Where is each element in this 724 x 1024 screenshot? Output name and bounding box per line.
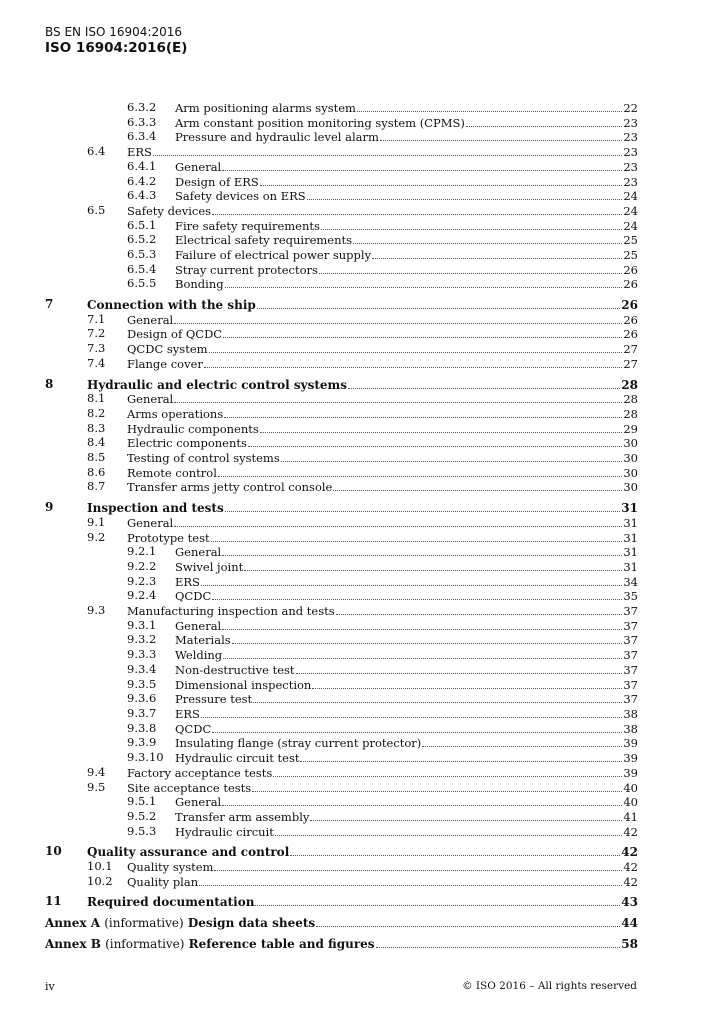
toc-entry-number: 8.3 — [87, 421, 106, 435]
toc-leader-dots — [225, 500, 621, 512]
toc-entry-number: 9.3.10 — [127, 750, 164, 764]
toc-entry-title: Electrical safety requirements — [175, 233, 353, 247]
toc-entry[interactable] — [0, 450, 724, 465]
toc-leader-dots — [422, 735, 622, 747]
toc-entry[interactable] — [0, 232, 724, 247]
toc-entry-number: 9.3.3 — [127, 647, 157, 661]
toc-leader-dots — [174, 391, 622, 403]
toc-entry-title: Factory acceptance tests — [127, 766, 273, 780]
toc-leader-dots — [212, 588, 622, 600]
toc-entry[interactable] — [0, 406, 724, 421]
toc-entry[interactable] — [0, 515, 724, 530]
toc-leader-dots — [300, 750, 622, 762]
toc-leader-dots — [174, 312, 622, 324]
toc-entry-page: 28 — [621, 378, 638, 392]
toc-entry-page: 38 — [623, 707, 638, 721]
toc-entry[interactable] — [0, 530, 724, 545]
annex-heading — [45, 916, 315, 931]
toc-entry[interactable] — [0, 603, 724, 618]
toc-entry-title: Flange cover — [127, 357, 203, 371]
toc-entry[interactable] — [0, 377, 724, 392]
toc-entry[interactable] — [0, 341, 724, 356]
toc-entry[interactable] — [0, 544, 724, 559]
toc-entry[interactable] — [0, 574, 724, 589]
toc-entry[interactable] — [0, 435, 724, 450]
toc-entry-page: 23 — [623, 145, 638, 159]
toc-entry[interactable] — [0, 159, 724, 174]
toc-entry-title: Dimensional inspection — [175, 678, 312, 692]
toc-leader-dots — [222, 544, 622, 556]
toc-entry[interactable] — [0, 691, 724, 706]
toc-entry-title: Pressure and hydraulic level alarm — [175, 130, 379, 144]
toc-entry-title: ERS — [175, 575, 200, 589]
toc-leader-dots — [290, 844, 620, 856]
toc-entry-number: 11 — [45, 894, 62, 908]
toc-entry-number: 6.4 — [87, 144, 106, 158]
annex-label: Annex A — [45, 916, 101, 930]
toc-leader-dots — [199, 874, 622, 886]
toc-entry[interactable] — [0, 391, 724, 406]
toc-entry[interactable] — [0, 706, 724, 721]
toc-entry-page: 28 — [623, 407, 638, 421]
toc-entry-page: 39 — [623, 766, 638, 780]
toc-entry-number: 9.3.7 — [127, 706, 157, 720]
toc-entry-page: 24 — [623, 204, 638, 218]
toc-entry-number: 9.2.3 — [127, 574, 157, 588]
toc-entry-page: 22 — [623, 101, 638, 115]
toc-entry-number: 8.7 — [87, 479, 106, 493]
annex-heading — [45, 937, 375, 952]
toc-entry[interactable] — [0, 326, 724, 341]
toc-entry-page: 31 — [623, 560, 638, 574]
toc-entry-title: Safety devices — [127, 204, 212, 218]
toc-entry-title: QCDC — [175, 589, 212, 603]
toc-leader-dots — [211, 530, 623, 542]
toc-entry[interactable] — [0, 915, 724, 930]
toc-leader-dots — [319, 262, 622, 274]
toc-entry[interactable] — [0, 859, 724, 874]
toc-entry-title: Welding — [175, 648, 223, 662]
toc-entry[interactable] — [0, 662, 724, 677]
toc-entry-title: Failure of electrical power supply — [175, 248, 372, 262]
toc-entry-number: 8.5 — [87, 450, 106, 464]
toc-leader-dots — [253, 691, 622, 703]
annex-label: Annex B — [45, 937, 101, 951]
toc-leader-dots — [372, 247, 622, 259]
toc-leader-dots — [336, 603, 623, 615]
toc-entry[interactable] — [0, 677, 724, 692]
toc-entry-page: 28 — [623, 392, 638, 406]
toc-entry-page: 23 — [623, 160, 638, 174]
toc-entry-number: 9.3.4 — [127, 662, 157, 676]
toc-entry-page: 39 — [623, 751, 638, 765]
toc-entry-title: General — [127, 392, 174, 406]
toc-entry-page: 26 — [623, 263, 638, 277]
toc-entry-title: Fire safety requirements — [175, 219, 320, 233]
toc-entry-page: 41 — [623, 810, 638, 824]
toc-entry[interactable] — [0, 894, 724, 909]
toc-entry-title: Design of QCDC — [127, 327, 223, 341]
toc-entry-title: Electric components — [127, 436, 247, 450]
toc-entry-page: 30 — [623, 436, 638, 450]
toc-leader-dots — [212, 721, 622, 733]
toc-entry-title: General — [127, 516, 174, 530]
toc-entry[interactable] — [0, 421, 724, 436]
toc-entry-title: Pressure test — [175, 692, 253, 706]
footer-page-number: iv — [45, 980, 55, 993]
toc-entry-page: 26 — [623, 327, 638, 341]
toc-entry-number: 9.2 — [87, 530, 106, 544]
toc-entry-number: 9.2.2 — [127, 559, 157, 573]
toc-leader-dots — [204, 356, 622, 368]
toc-entry[interactable] — [0, 824, 724, 839]
toc-entry-page: 34 — [623, 575, 638, 589]
toc-entry[interactable] — [0, 500, 724, 515]
toc-entry[interactable] — [0, 465, 724, 480]
toc-entry-title: Manufacturing inspection and tests — [127, 604, 335, 618]
toc-entry-number: 6.4.2 — [127, 174, 157, 188]
toc-entry-number: 9.4 — [87, 765, 106, 779]
toc-entry[interactable] — [0, 936, 724, 951]
toc-leader-dots — [248, 435, 622, 447]
toc-entry-number: 8 — [45, 377, 54, 391]
toc-entry[interactable] — [0, 479, 724, 494]
toc-entry-page: 31 — [623, 516, 638, 530]
toc-entry-title: Non-destructive test — [175, 663, 295, 677]
toc-entry-page: 37 — [623, 633, 638, 647]
toc-entry-title: Hydraulic circuit — [175, 825, 274, 839]
toc-entry-page: 30 — [623, 466, 638, 480]
toc-leader-dots — [214, 859, 622, 871]
toc-entry[interactable] — [0, 262, 724, 277]
toc-entry-title: Arm constant position monitoring system (CPMS) — [175, 116, 465, 130]
toc-leader-dots — [273, 765, 622, 777]
toc-entry-number: 9.1 — [87, 515, 106, 529]
toc-entry-title: Quality plan — [127, 875, 199, 889]
toc-entry-number: 9.3.8 — [127, 721, 157, 735]
toc-entry[interactable] — [0, 129, 724, 144]
toc-entry-title: Quality system — [127, 860, 214, 874]
toc-leader-dots — [357, 100, 622, 112]
toc-entry[interactable] — [0, 203, 724, 218]
toc-leader-dots — [257, 297, 621, 309]
toc-leader-dots — [376, 936, 621, 948]
toc-entry[interactable] — [0, 780, 724, 795]
toc-entry-number: 7.4 — [87, 356, 106, 370]
toc-entry-title: QCDC — [175, 722, 212, 736]
toc-entry-number: 9 — [45, 500, 54, 514]
toc-leader-dots — [224, 406, 622, 418]
toc-entry-title: Bonding — [175, 277, 224, 291]
toc-leader-dots — [223, 326, 622, 338]
toc-entry[interactable] — [0, 794, 724, 809]
toc-leader-dots — [201, 574, 622, 586]
toc-entry-title: Transfer arm assembly — [175, 810, 310, 824]
toc-entry-title: Connection with the ship — [87, 298, 256, 312]
toc-entry-title: General — [175, 160, 222, 174]
toc-entry[interactable] — [0, 559, 724, 574]
toc-leader-dots — [260, 421, 623, 433]
toc-entry-page: 25 — [623, 248, 638, 262]
toc-entry-page: 27 — [623, 357, 638, 371]
toc-entry-number: 8.1 — [87, 391, 106, 405]
toc-leader-dots — [209, 341, 623, 353]
toc-entry-title: Hydraulic and electric control systems — [87, 378, 347, 392]
toc-entry-page: 31 — [621, 501, 638, 515]
toc-entry-page: 26 — [623, 277, 638, 291]
toc-entry-page: 40 — [623, 781, 638, 795]
toc-entry-number: 9.5.1 — [127, 794, 157, 808]
toc-leader-dots — [260, 174, 623, 186]
toc-entry-page: 24 — [623, 189, 638, 203]
toc-entry-title: Remote control — [127, 466, 217, 480]
toc-entry-number: 6.5 — [87, 203, 106, 217]
toc-leader-dots — [466, 115, 623, 127]
toc-entry-page: 37 — [623, 604, 638, 618]
toc-entry-number: 9.3.9 — [127, 735, 157, 749]
annex-informative-label: (informative) — [105, 937, 185, 951]
toc-entry-page: 37 — [623, 663, 638, 677]
toc-entry-number: 9.5 — [87, 780, 106, 794]
toc-leader-dots — [307, 188, 623, 200]
toc-entry-page: 30 — [623, 480, 638, 494]
toc-entry[interactable] — [0, 115, 724, 130]
toc-entry[interactable] — [0, 247, 724, 262]
toc-entry-page: 37 — [623, 619, 638, 633]
toc-entry-page: 35 — [623, 589, 638, 603]
toc-entry-number: 8.2 — [87, 406, 106, 420]
toc-leader-dots — [316, 915, 620, 927]
toc-entry-number: 9.3.6 — [127, 691, 157, 705]
toc-leader-dots — [232, 632, 623, 644]
toc-entry-number: 7.2 — [87, 326, 106, 340]
toc-entry[interactable] — [0, 721, 724, 736]
toc-leader-dots — [312, 677, 622, 689]
toc-entry-number: 6.5.1 — [127, 218, 157, 232]
toc-leader-dots — [222, 618, 622, 630]
toc-entry-title: Arms operations — [127, 407, 224, 421]
toc-entry-page: 26 — [623, 313, 638, 327]
toc-entry-page: 42 — [623, 825, 638, 839]
toc-entry-title: Transfer arms jetty control console — [127, 480, 333, 494]
toc-leader-dots — [281, 450, 623, 462]
toc-entry-page: 37 — [623, 678, 638, 692]
toc-entry[interactable] — [0, 100, 724, 115]
toc-entry-number: 8.6 — [87, 465, 106, 479]
toc-entry-title: Quality assurance and control — [87, 845, 290, 859]
toc-entry-title: Required documentation — [87, 895, 255, 909]
toc-entry-title: General — [175, 619, 222, 633]
toc-entry-page: 37 — [623, 648, 638, 662]
toc-leader-dots — [353, 232, 622, 244]
toc-entry-page: 23 — [623, 116, 638, 130]
toc-entry-number: 7.3 — [87, 341, 106, 355]
toc-entry[interactable] — [0, 276, 724, 291]
toc-leader-dots — [153, 144, 622, 156]
toc-entry-number: 8.4 — [87, 435, 106, 449]
toc-entry-title: Hydraulic components — [127, 422, 259, 436]
toc-entry[interactable] — [0, 174, 724, 189]
annex-title: Design data sheets — [187, 916, 316, 930]
toc-entry-title: Prototype test — [127, 531, 210, 545]
toc-entry-page: 37 — [623, 692, 638, 706]
toc-entry-page: 39 — [623, 736, 638, 750]
toc-entry-title: QCDC system — [127, 342, 208, 356]
toc-entry-number: 9.3.2 — [127, 632, 157, 646]
toc-entry[interactable] — [0, 356, 724, 371]
toc-leader-dots — [201, 706, 622, 718]
toc-entry-number: 6.4.1 — [127, 159, 157, 173]
toc-entry-page: 31 — [623, 545, 638, 559]
toc-entry-page: 23 — [623, 175, 638, 189]
toc-entry[interactable] — [0, 618, 724, 633]
toc-entry-page: 29 — [623, 422, 638, 436]
toc-entry[interactable] — [0, 809, 724, 824]
toc-entry-page: 23 — [623, 130, 638, 144]
toc-entry[interactable] — [0, 874, 724, 889]
toc-entry-number: 9.5.2 — [127, 809, 157, 823]
toc-entry[interactable] — [0, 588, 724, 603]
toc-entry-page: 31 — [623, 531, 638, 545]
toc-entry-number: 6.5.2 — [127, 232, 157, 246]
toc-entry-page: 26 — [621, 298, 638, 312]
toc-entry-page: 42 — [623, 875, 638, 889]
toc-entry-number: 7.1 — [87, 312, 106, 326]
toc-entry[interactable] — [0, 844, 724, 859]
toc-entry[interactable] — [0, 218, 724, 233]
toc-entry-page: 44 — [621, 916, 638, 930]
toc-leader-dots — [252, 780, 622, 792]
toc-entry-title: General — [175, 545, 222, 559]
toc-entry-page: 42 — [621, 845, 638, 859]
toc-entry-number: 9.5.3 — [127, 824, 157, 838]
footer-copyright: © ISO 2016 – All rights reserved — [462, 980, 637, 992]
toc-entry-page: 42 — [623, 860, 638, 874]
toc-entry-number: 6.3.3 — [127, 115, 157, 129]
toc-entry-number: 6.5.3 — [127, 247, 157, 261]
toc-entry-title: Swivel joint — [175, 560, 244, 574]
toc-leader-dots — [321, 218, 622, 230]
toc-entry-title: Hydraulic circuit test — [175, 751, 300, 765]
toc-entry-number: 6.5.5 — [127, 276, 157, 290]
annex-informative-label: (informative) — [104, 916, 184, 930]
toc-entry-title: Safety devices on ERS — [175, 189, 306, 203]
toc-entry-title: General — [175, 795, 222, 809]
toc-leader-dots — [212, 203, 622, 215]
toc-entry[interactable] — [0, 750, 724, 765]
toc-leader-dots — [255, 894, 620, 906]
toc-leader-dots — [380, 129, 622, 141]
toc-leader-dots — [310, 809, 622, 821]
toc-entry-page: 43 — [621, 895, 638, 909]
document-header-iso: ISO 16904:2016(E) — [45, 40, 188, 56]
toc-entry[interactable] — [0, 312, 724, 327]
toc-entry[interactable] — [0, 765, 724, 780]
toc-entry-number: 9.3 — [87, 603, 106, 617]
toc-entry-number: 7 — [45, 297, 54, 311]
toc-entry[interactable] — [0, 188, 724, 203]
document-header-standard: BS EN ISO 16904:2016 — [45, 25, 182, 39]
toc-entry[interactable] — [0, 735, 724, 750]
toc-entry-number: 6.4.3 — [127, 188, 157, 202]
toc-leader-dots — [218, 465, 622, 477]
toc-entry-page: 58 — [621, 937, 638, 951]
toc-entry-page: 25 — [623, 233, 638, 247]
toc-entry-title: Stray current protectors — [175, 263, 318, 277]
toc-leader-dots — [348, 377, 620, 389]
toc-leader-dots — [222, 794, 622, 806]
toc-entry-number: 9.2.4 — [127, 588, 157, 602]
toc-entry-number: 6.3.2 — [127, 100, 157, 114]
toc-entry-number: 9.2.1 — [127, 544, 157, 558]
toc-entry-page: 24 — [623, 219, 638, 233]
toc-entry-number: 6.3.4 — [127, 129, 157, 143]
toc-entry-number: 10.1 — [87, 859, 113, 873]
toc-entry-number: 6.5.4 — [127, 262, 157, 276]
toc-entry-title: ERS — [127, 145, 152, 159]
annex-title: Reference table and figures — [188, 937, 375, 951]
toc-entry-number: 9.3.1 — [127, 618, 157, 632]
toc-entry-title: Testing of control systems — [127, 451, 280, 465]
toc-entry-title: Inspection and tests — [87, 501, 224, 515]
toc-entry-page: 38 — [623, 722, 638, 736]
toc-entry-title: General — [127, 313, 174, 327]
toc-leader-dots — [223, 647, 622, 659]
toc-entry-page: 40 — [623, 795, 638, 809]
toc-entry-number: 9.3.5 — [127, 677, 157, 691]
toc-entry-page: 30 — [623, 451, 638, 465]
toc-leader-dots — [244, 559, 622, 571]
toc-entry-title: Site acceptance tests — [127, 781, 252, 795]
toc-leader-dots — [275, 824, 622, 836]
toc-entry[interactable] — [0, 632, 724, 647]
toc-entry[interactable] — [0, 647, 724, 662]
toc-entry-number: 10 — [45, 844, 62, 858]
toc-entry-title: Materials — [175, 633, 231, 647]
toc-entry-title: Insulating flange (stray current protector) — [175, 736, 422, 750]
toc-entry-page: 27 — [623, 342, 638, 356]
toc-leader-dots — [222, 159, 622, 171]
toc-leader-dots — [174, 515, 622, 527]
toc-entry[interactable] — [0, 297, 724, 312]
toc-leader-dots — [333, 479, 622, 491]
toc-entry[interactable] — [0, 144, 724, 159]
toc-leader-dots — [296, 662, 623, 674]
toc-entry-title: Arm positioning alarms system — [175, 101, 356, 115]
toc-entry-title: Design of ERS — [175, 175, 259, 189]
toc-entry-title: ERS — [175, 707, 200, 721]
toc-entry-number: 10.2 — [87, 874, 113, 888]
toc-leader-dots — [225, 276, 623, 288]
